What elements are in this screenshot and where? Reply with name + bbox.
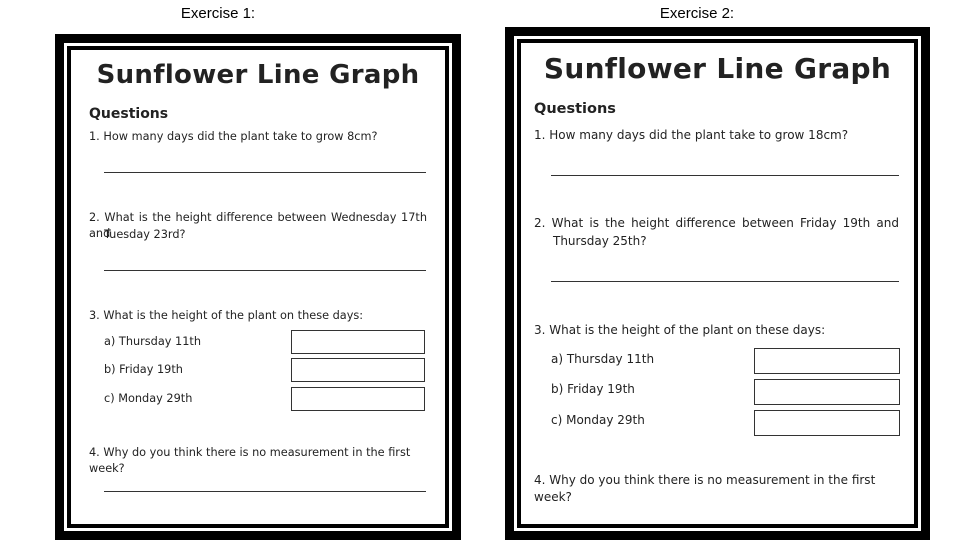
question-2-line-2: Thursday 25th? xyxy=(553,234,647,248)
answer-line-1[interactable] xyxy=(104,172,426,173)
question-3-item-a: a) Thursday 11th xyxy=(551,352,655,366)
question-3-item-a: a) Thursday 11th xyxy=(104,335,202,348)
question-4: 4. Why do you think there is no measurement in the first week? xyxy=(89,446,411,476)
answer-box-c[interactable] xyxy=(291,387,425,411)
answer-box-c[interactable] xyxy=(754,410,900,436)
question-4: 4. Why do you think there is no measurement in the first week? xyxy=(534,473,876,505)
question-2-line-2: Tuesday 23rd? xyxy=(104,228,186,241)
questions-heading: Questions xyxy=(89,106,169,122)
question-2-line-1: 2. What is the height difference between Wednesday 17th and xyxy=(89,211,427,241)
worksheet-2 xyxy=(505,27,930,540)
question-3-item-c: c) Monday 29th xyxy=(551,413,645,427)
answer-box-a[interactable] xyxy=(291,330,425,354)
worksheet-2-paper xyxy=(521,43,914,524)
question-2-line-1: 2. What is the height difference between Friday 19th and xyxy=(534,216,899,230)
exercise-2-label: Exercise 2: xyxy=(659,5,735,22)
question-3: 3. What is the height of the plant on these days: xyxy=(534,323,826,337)
answer-line-1[interactable] xyxy=(551,175,899,176)
answer-box-b[interactable] xyxy=(291,358,425,382)
worksheet-1-title: Sunflower Line Graph xyxy=(96,60,420,90)
answer-line-4[interactable] xyxy=(104,491,426,492)
question-3-item-b: b) Friday 19th xyxy=(551,382,635,396)
worksheet-1 xyxy=(55,34,461,540)
question-3-item-c: c) Monday 29th xyxy=(104,392,193,405)
exercise-1-label: Exercise 1: xyxy=(180,5,256,22)
question-1: 1. How many days did the plant take to grow 18cm? xyxy=(534,128,849,142)
question-1: 1. How many days did the plant take to grow 8cm? xyxy=(89,130,378,143)
worksheet-1-paper xyxy=(71,50,445,524)
answer-line-2[interactable] xyxy=(551,281,899,282)
question-3: 3. What is the height of the plant on these days: xyxy=(89,309,364,322)
answer-box-b[interactable] xyxy=(754,379,900,405)
answer-box-a[interactable] xyxy=(754,348,900,374)
answer-line-2[interactable] xyxy=(104,270,426,271)
questions-heading: Questions xyxy=(534,101,616,117)
worksheet-2-title: Sunflower Line Graph xyxy=(543,52,892,85)
question-3-item-b: b) Friday 19th xyxy=(104,363,183,376)
